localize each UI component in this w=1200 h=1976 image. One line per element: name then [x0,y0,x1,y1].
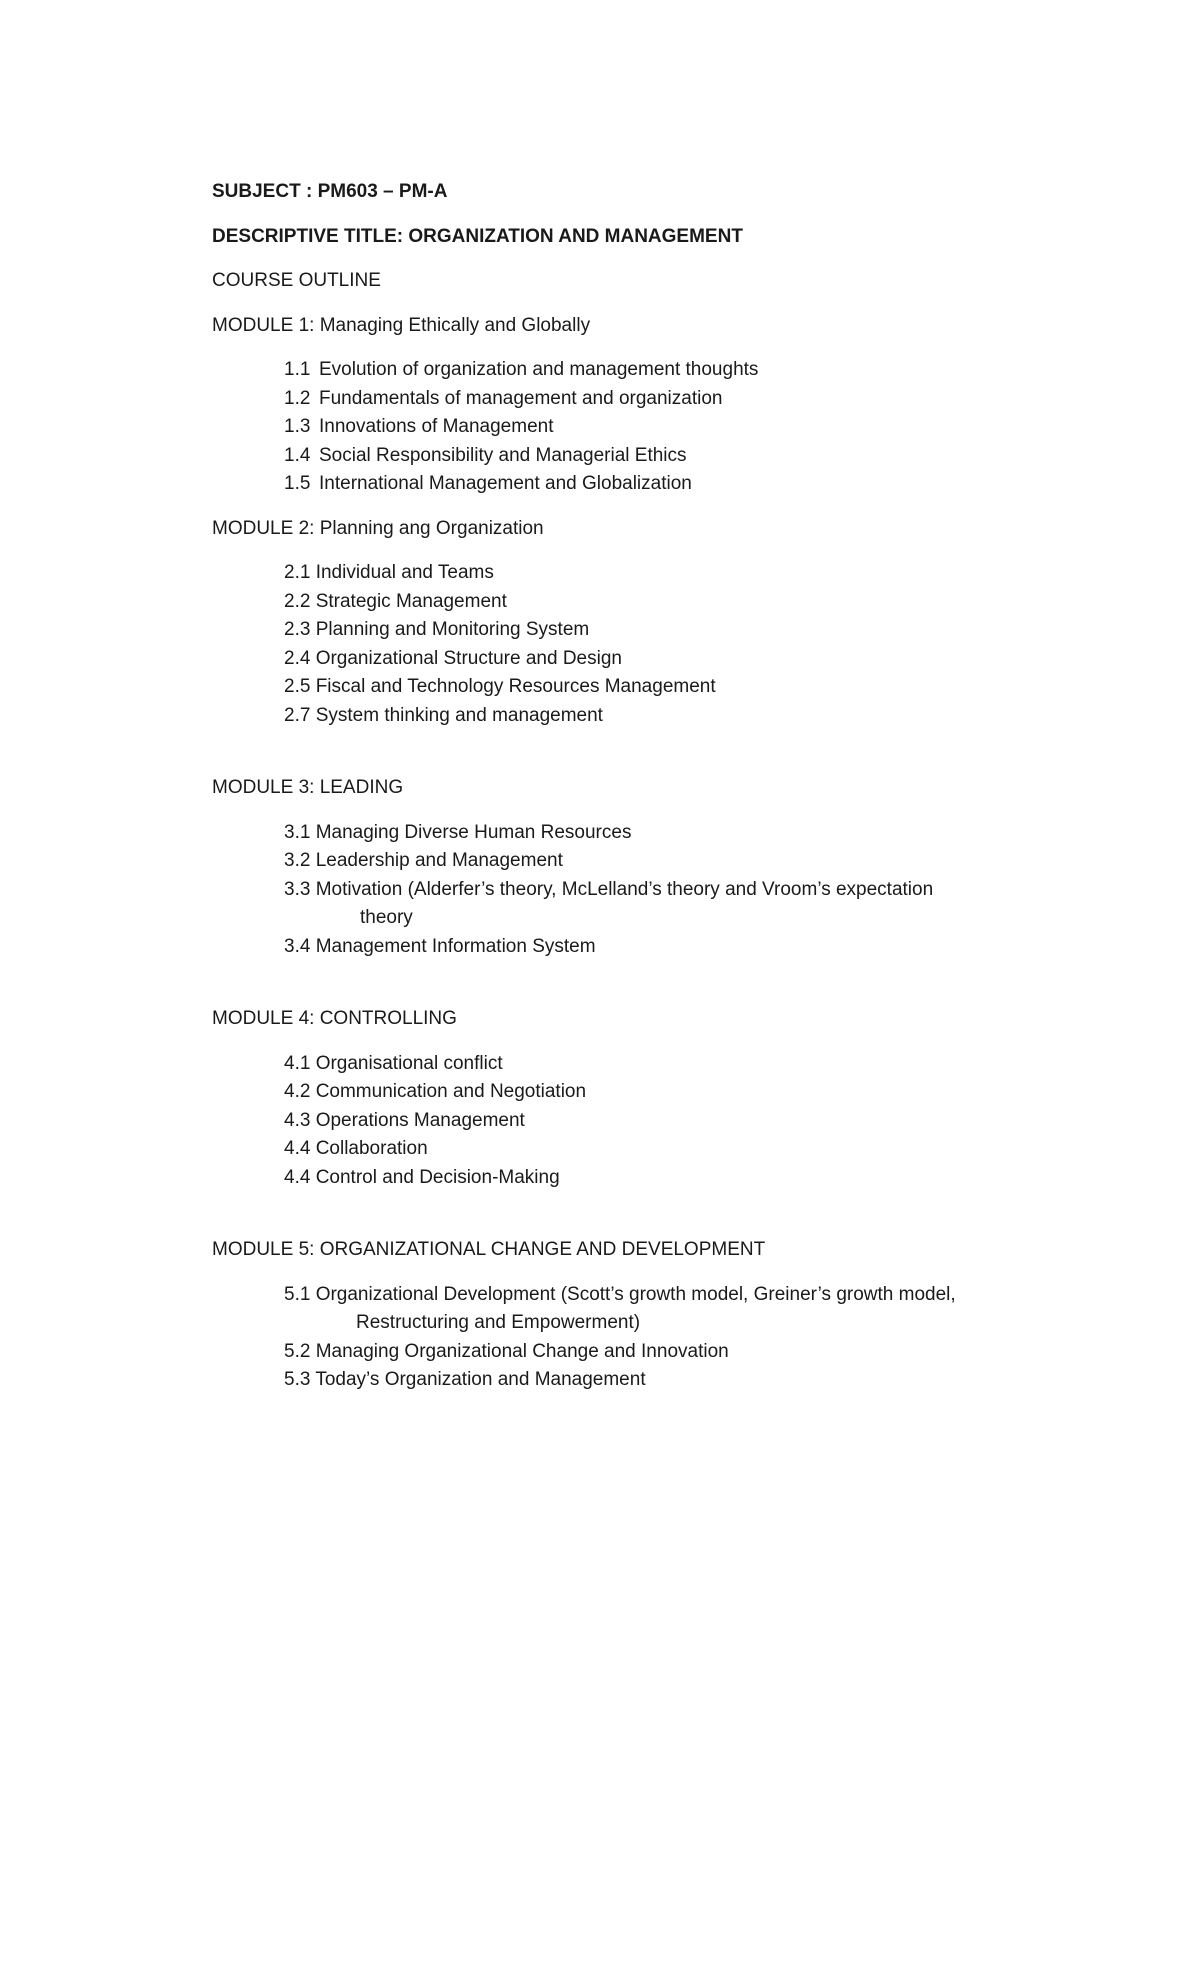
item-text: Fundamentals of management and organization [319,387,723,409]
list-item [284,876,1032,933]
module-2-title: MODULE 2: Planning ang Organization [212,517,544,539]
list-item [284,470,1032,499]
list-item: 2.1 Individual and Teams [284,562,494,583]
list-item: 4.3 Operations Management [284,1109,525,1131]
item-number: 1.2 [284,387,311,409]
module-5-items [212,1281,1032,1395]
item-number: 1.3 [284,416,311,437]
module-1-items [212,356,1032,499]
item-text: Innovations of Management [319,416,554,437]
item-text: Social Responsibility and Managerial Ethics [319,444,687,466]
descriptive-title: DESCRIPTIVE TITLE: ORGANIZATION AND MANAGEMENT [212,225,743,247]
item-number: 1.5 [284,473,311,494]
subject-heading: SUBJECT : PM603 – PM-A [212,181,448,202]
item-text-continuation: theory [360,907,413,928]
list-item: 4.4 Collaboration [284,1138,428,1159]
list-item [284,356,1032,385]
list-item: 2.4 Organizational Structure and Design [284,647,622,669]
item-text-continuation: Restructuring and Empowerment) [356,1312,641,1333]
list-item [284,1281,1032,1338]
module-3-title: MODULE 3: LEADING [212,777,404,798]
list-item: 5.2 Managing Organizational Change and Innovation [284,1340,729,1362]
list-item: 4.4 Control and Decision-Making [284,1166,560,1188]
list-item: 2.5 Fiscal and Technology Resources Management [284,676,716,697]
list-item: 2.2 Strategic Management [284,590,507,612]
list-item: 5.3 Today’s Organization and Management [284,1369,646,1390]
list-item: 2.3 Planning and Monitoring System [284,619,590,640]
list-item: 3.4 Management Information System [284,935,596,957]
module-3-items [212,819,1032,962]
list-item: 2.7 System thinking and management [284,704,603,726]
list-item: 4.2 Communication and Negotiation [284,1081,587,1102]
item-number: 1.1 [284,359,311,380]
course-outline-heading: COURSE OUTLINE [212,270,381,291]
module-4-items [212,1050,1032,1193]
item-number: 1.4 [284,444,311,466]
module-1-title: MODULE 1: Managing Ethically and Globally [212,314,591,336]
item-text: Evolution of organization and management thoughts [319,359,759,380]
list-item: 3.2 Leadership and Management [284,850,563,871]
list-item: 4.1 Organisational conflict [284,1052,503,1074]
module-4-title: MODULE 4: CONTROLLING [212,1008,457,1029]
module-2-items [212,559,1032,730]
course-outline-document [212,178,1032,1411]
item-text: 5.1 Organizational Development (Scott’s growth model, Greiner’s growth model, [284,1283,956,1305]
module-5-title: MODULE 5: ORGANIZATIONAL CHANGE AND DEVELOPMENT [212,1239,766,1260]
list-item [284,413,1032,442]
list-item [284,442,1032,471]
list-item [284,385,1032,414]
item-text: 3.3 Motivation (Alderfer’s theory, McLelland’s theory and Vroom’s expectation [284,878,934,900]
item-text: International Management and Globalization [319,473,692,494]
list-item: 3.1 Managing Diverse Human Resources [284,821,632,843]
